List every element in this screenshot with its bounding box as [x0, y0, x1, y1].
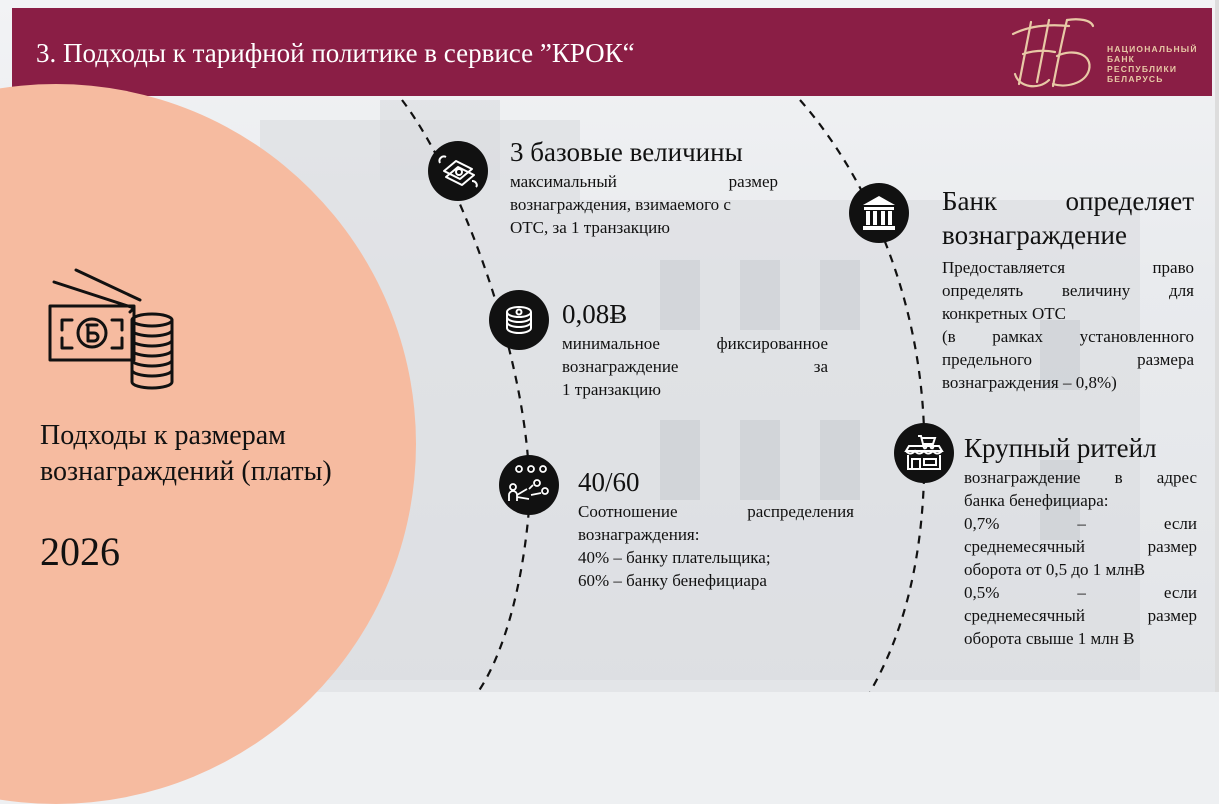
national-bank-logo — [1009, 14, 1209, 92]
item-2-heading: 0,08Ƀ — [562, 299, 628, 329]
item-4-text: Предоставляется право определять величину для конкретных ОТС (в рамках установленного предельного размера вознаграждения – 0,8%) — [942, 258, 1194, 392]
item-2-text: минимальное фиксированное вознаграждение за 1 транзакцию — [562, 334, 828, 399]
shop-cart-icon — [894, 423, 954, 483]
banknote-coins-icon — [46, 268, 178, 392]
nb-monogram-icon — [1009, 14, 1105, 92]
item-4-heading-line1: Банк определяет — [942, 186, 1194, 216]
bank-name-text: НАЦИОНАЛЬНЫЙ БАНК РЕСПУБЛИКИ БЕЛАРУСЬ — [1107, 44, 1198, 84]
approaches-title: Подходы к размерам вознаграждений (платы) — [40, 420, 332, 487]
item-5-text: вознаграждение в адрес банка бенефициара: 0,7% – если среднемесячный размер оборота от 0,5 до 1 млнɃ 0,5% – если среднемесячный размер оборота свыше 1 млн Ƀ — [964, 468, 1197, 648]
item-3-heading: 40/60 — [578, 467, 640, 497]
year-label: 2026 — [40, 529, 120, 574]
item-1-text: максимальный размер вознаграждения, взимаемого с ОТС, за 1 транзакцию — [510, 172, 778, 237]
item-5-heading: Крупный ритейл — [964, 433, 1157, 463]
item-1-heading: 3 базовые величины — [510, 137, 743, 167]
item-3-text: Соотношение распределения вознаграждения: 40% – банку плательщика; 60% – банку бенефициара — [578, 502, 854, 590]
slide-edge — [1215, 0, 1219, 692]
bank-building-icon — [849, 183, 909, 243]
flying-money-icon — [428, 141, 488, 201]
item-4-heading-line2: вознаграждение — [942, 220, 1127, 250]
page-title: 3. Подходы к тарифной политике в сервисе ”КРОК“ — [36, 38, 635, 68]
header-bar — [12, 8, 1212, 96]
coin-stack-icon — [489, 290, 549, 350]
distribution-people-icon — [499, 455, 559, 515]
item-4-heading — [942, 186, 1194, 250]
